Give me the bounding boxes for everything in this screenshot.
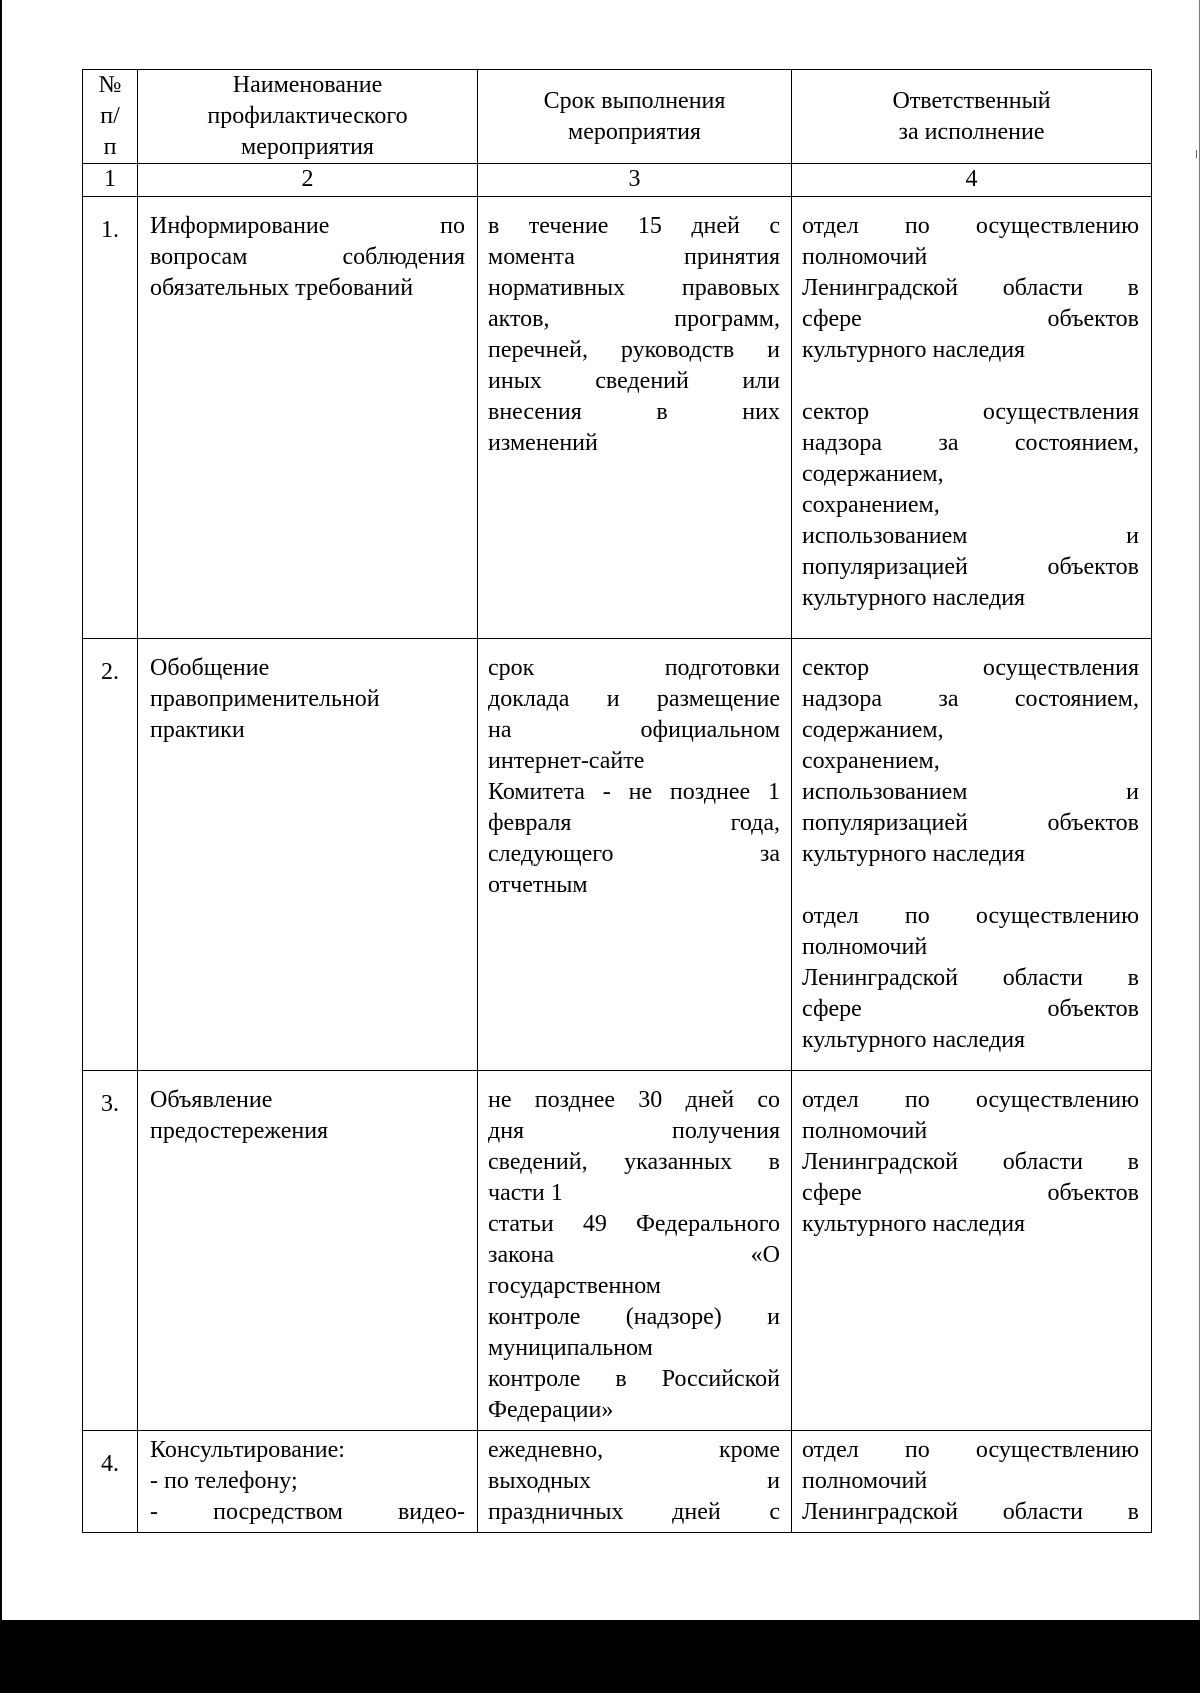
term-line: доклада и размещение <box>488 686 780 712</box>
responsible-line: сохранением, <box>802 748 940 774</box>
responsible-line: культурного наследия <box>802 1027 1026 1053</box>
responsible-line: полномочий <box>802 1118 928 1144</box>
term-line: в течение 15 дней с <box>488 213 780 239</box>
responsible-line: популяризацией объектов <box>802 554 1139 580</box>
responsible-line: содержанием, <box>802 461 944 487</box>
term-line: дня получения <box>488 1118 780 1144</box>
scan-mark <box>1196 150 1197 158</box>
measure-name-cell <box>138 1431 478 1533</box>
measure-name-line: обязательных требований <box>150 275 414 301</box>
term-cell <box>478 197 792 639</box>
responsible-line: Ленинградской области в <box>802 275 1139 301</box>
responsible-cell <box>792 197 1152 639</box>
header-measure-name <box>138 70 478 164</box>
term-line: интернет-сайте <box>488 748 645 774</box>
responsible-line: отдел по осуществлению <box>802 1437 1139 1463</box>
header-responsible-line: за исполнение <box>898 118 1045 145</box>
term-line: иных сведений или <box>488 368 780 394</box>
header-term-line: мероприятия <box>568 118 701 145</box>
responsible-line: содержанием, <box>802 717 944 743</box>
row-number: 2. <box>83 639 138 1071</box>
responsible-line: сфере объектов <box>802 996 1139 1022</box>
responsible-line: культурного наследия <box>802 1211 1026 1237</box>
responsible-cell <box>792 1431 1152 1533</box>
term-line: ежедневно, кроме <box>488 1437 780 1463</box>
responsible-line: сфере объектов <box>802 306 1139 332</box>
header-number-line: п/ <box>100 103 120 129</box>
responsible-line: популяризацией объектов <box>802 810 1139 836</box>
header-name-line: Наименование <box>232 72 383 98</box>
measure-name-line: вопросам соблюдения <box>150 244 465 270</box>
header-number-line: п <box>103 134 117 160</box>
term-line: нормативных правовых <box>488 275 780 301</box>
responsible-line: отдел по осуществлению <box>802 1087 1139 1113</box>
measure-name-line: правоприменительной <box>150 686 380 712</box>
responsible-line: использованием и <box>802 779 1139 805</box>
measure-name-cell <box>138 1071 478 1431</box>
row-number: 1. <box>83 197 138 639</box>
table-header-row <box>83 70 1152 164</box>
responsible-line: полномочий <box>802 244 928 270</box>
prevention-measures-table <box>82 69 1152 1533</box>
header-responsible-line: Ответственный <box>892 87 1051 114</box>
measure-name-line: Консультирование: <box>150 1437 345 1463</box>
term-line: срок подготовки <box>488 655 780 681</box>
term-cell <box>478 1431 792 1533</box>
term-line: актов, программ, <box>488 306 780 332</box>
column-number: 3 <box>478 164 792 197</box>
term-line: государственном <box>488 1273 661 1299</box>
responsible-line: культурного наследия <box>802 841 1026 867</box>
term-line: перечней, руководств и <box>488 337 780 363</box>
header-number <box>83 70 138 164</box>
measure-name-line: практики <box>150 717 245 743</box>
measure-name-line: Обобщение <box>150 655 270 681</box>
column-number: 1 <box>83 164 138 197</box>
responsible-line: использованием и <box>802 523 1139 549</box>
table-row <box>83 1431 1152 1533</box>
header-name-line: профилактического <box>207 103 408 129</box>
header-number-line: № <box>98 72 122 98</box>
column-number: 4 <box>792 164 1152 197</box>
responsible-line: Ленинградской области в <box>802 1149 1139 1175</box>
responsible-line: сохранением, <box>802 492 940 518</box>
measure-name-line: Информирование по <box>150 213 465 239</box>
scan-edge-left <box>0 0 2 1620</box>
measure-name-line: предостережения <box>150 1118 329 1144</box>
term-line: праздничных дней с <box>488 1499 780 1525</box>
responsible-line: культурного наследия <box>802 585 1026 611</box>
header-term <box>478 70 792 164</box>
term-line: части 1 <box>488 1180 563 1206</box>
responsible-line: Ленинградской области в <box>802 965 1139 991</box>
header-name-line: мероприятия <box>241 134 374 160</box>
scan-bottom-bar <box>0 1620 1200 1693</box>
term-line: выходных и <box>488 1468 780 1494</box>
measure-name-line: Объявление <box>150 1087 273 1113</box>
column-number-row <box>83 164 1152 197</box>
term-line: контроле в Российской <box>488 1366 780 1392</box>
responsible-line: Ленинградской области в <box>802 1499 1139 1525</box>
term-line: Комитета - не позднее 1 <box>488 779 780 805</box>
measure-name-cell <box>138 197 478 639</box>
term-line: контроле (надзоре) и <box>488 1304 780 1330</box>
responsible-line: сектор осуществления <box>802 655 1139 681</box>
responsible-cell <box>792 1071 1152 1431</box>
responsible-line: сфере объектов <box>802 1180 1139 1206</box>
responsible-line: отдел по осуществлению <box>802 213 1139 239</box>
measure-name-cell <box>138 639 478 1071</box>
term-cell <box>478 1071 792 1431</box>
table-row <box>83 639 1152 1071</box>
term-line: отчетным <box>488 872 588 898</box>
row-number: 4. <box>83 1431 138 1533</box>
header-responsible <box>792 70 1152 164</box>
table-row <box>83 197 1152 639</box>
term-line: изменений <box>488 430 598 456</box>
column-number: 2 <box>138 164 478 197</box>
term-line: Федерации» <box>488 1397 614 1423</box>
term-cell <box>478 639 792 1071</box>
term-line: сведений, указанных в <box>488 1149 780 1175</box>
term-line: закона «О <box>488 1242 780 1268</box>
responsible-line: надзора за состоянием, <box>802 430 1139 456</box>
measure-name-line: - посредством видео- <box>150 1499 465 1525</box>
term-line: не позднее 30 дней со <box>488 1087 780 1113</box>
term-line: февраля года, <box>488 810 780 836</box>
responsible-line: полномочий <box>802 934 928 960</box>
term-line: муниципальном <box>488 1335 653 1361</box>
term-line: момента принятия <box>488 244 780 270</box>
measure-name-line: - по телефону; <box>150 1468 298 1494</box>
responsible-line: отдел по осуществлению <box>802 903 1139 929</box>
table-row <box>83 1071 1152 1431</box>
term-line: статьи 49 Федерального <box>488 1211 780 1237</box>
responsible-line: надзора за состоянием, <box>802 686 1139 712</box>
responsible-line: полномочий <box>802 1468 928 1494</box>
responsible-line: сектор осуществления <box>802 399 1139 425</box>
term-line: внесения в них <box>488 399 780 425</box>
header-term-line: Срок выполнения <box>543 87 726 114</box>
term-line: следующего за <box>488 841 780 867</box>
responsible-cell <box>792 639 1152 1071</box>
responsible-line: культурного наследия <box>802 337 1026 363</box>
term-line: на официальном <box>488 717 780 743</box>
row-number: 3. <box>83 1071 138 1431</box>
